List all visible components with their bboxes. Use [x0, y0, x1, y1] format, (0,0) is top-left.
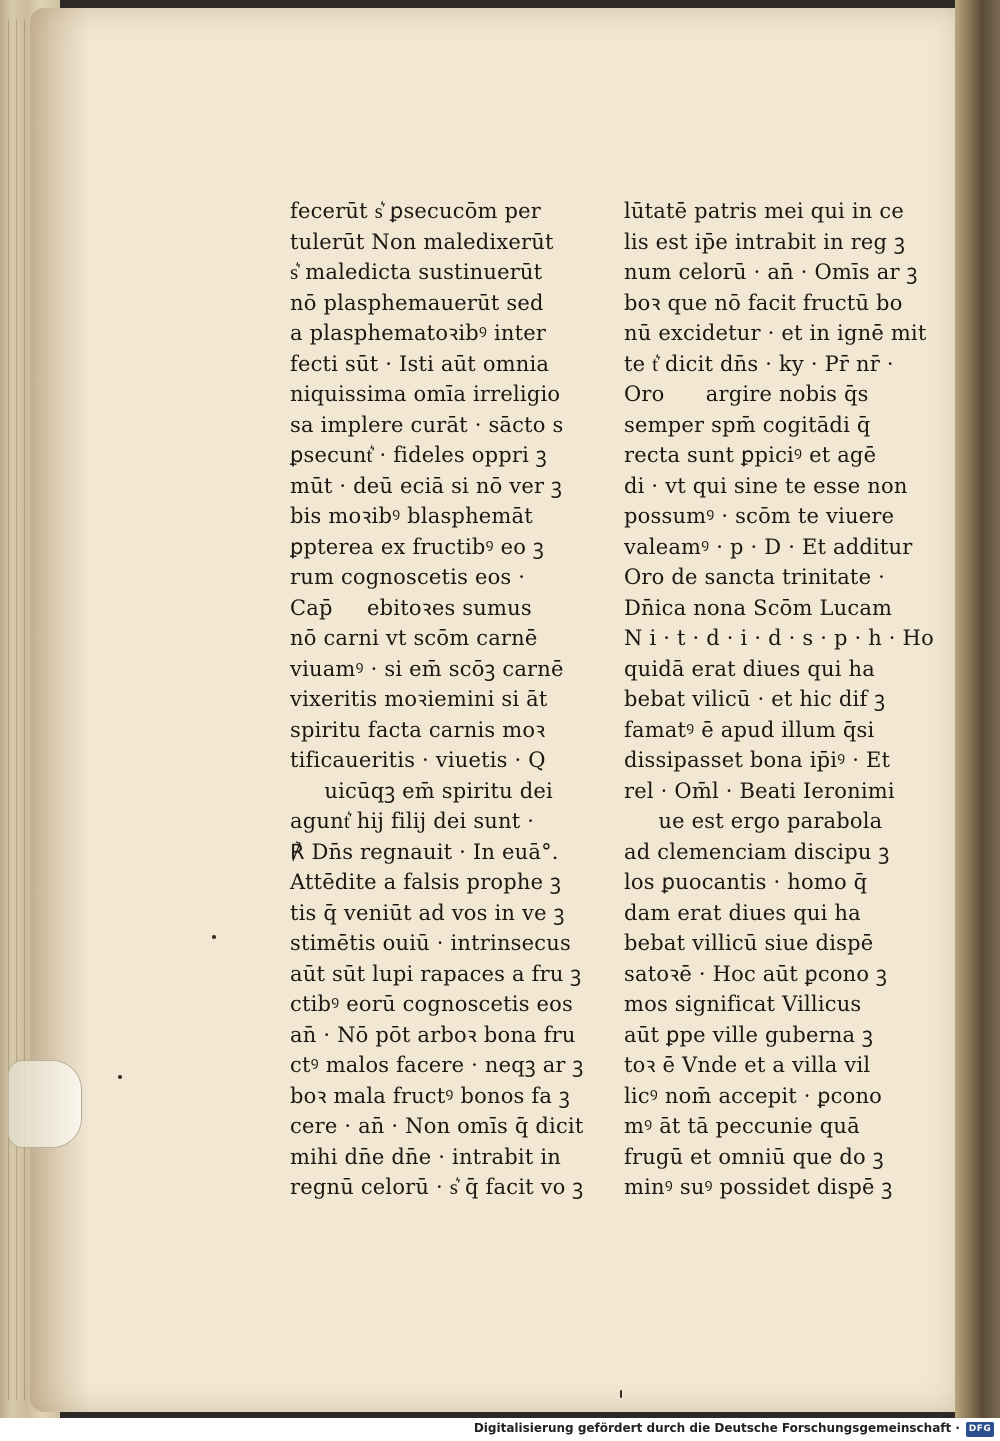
text-line: semper spm̄ cogitādi q̄: [624, 412, 871, 437]
text-line: fecerūt s͛ ꝑsecucōm per: [290, 199, 542, 223]
text-line: rel · Om̄l · Beati Ieronimi: [624, 778, 895, 803]
text-line: rum cognoscetis eos ·: [290, 565, 526, 589]
text-line: Attēdite a falsis prophe ꝫ: [290, 870, 562, 894]
text-line: aūt ꝑpe ville guberna ꝫ: [624, 1022, 874, 1047]
text-line: ctibꝰ eorū cognoscetis eos: [290, 992, 574, 1016]
text-line: cere · an̄ · Non omīs q̄ dicit: [290, 1114, 584, 1138]
text-line: mihi dn̄e dn̄e · intrabit in: [290, 1144, 561, 1169]
text-line: spiritu facta carnis moꝛ: [290, 717, 546, 742]
text-line: lūtatē patris mei qui in ce: [624, 199, 904, 223]
text-line: valeamꝰ · p · D · Et additur: [624, 534, 913, 559]
text-line: Oro de sancta trinitate ·: [624, 565, 885, 589]
text-line: satoꝛē · Hoc aūt ꝑcono ꝫ: [624, 961, 888, 986]
text-line: ꝑsecunt͛ · fideles oppri ꝫ: [290, 443, 547, 467]
text-line: s͛ maledicta sustinuerūt: [290, 260, 543, 284]
digitization-footer: [0, 1418, 1000, 1441]
text-line: los ꝑuocantis · homo q̄: [624, 870, 868, 894]
text-line: ue est ergo parabola: [624, 809, 883, 833]
text-line: nū excidetur · et in ignē mit: [624, 321, 927, 345]
text-line: lis est ip̄e intrabit in reg ꝫ: [624, 229, 906, 254]
page-clip: [8, 1060, 82, 1148]
text-line: N i · t · d · i · d · s · p · h · Ho: [624, 626, 934, 650]
text-line: a plasphematoꝛibꝰ inter: [290, 321, 547, 345]
text-line: minꝰ suꝰ possidet dispē ꝫ: [624, 1175, 893, 1199]
leaf-edge-line: [16, 20, 17, 1400]
text-line: di · vt qui sine te esse non: [624, 473, 908, 498]
text-line: tificaueritis · viuetis · Q: [290, 748, 546, 772]
text-line: uicūqꝫ em̄ spiritu dei: [290, 778, 553, 803]
text-line: Oro argire nobis q̄s: [624, 382, 869, 406]
text-line: niquissima omīa irreligio: [290, 382, 561, 406]
text-line: licꝰ nom̄ accepit · ꝑcono: [624, 1083, 883, 1108]
ink-speck: [212, 935, 216, 939]
funding-credit: Digitalisierung gefördert durch die Deutsche Forschungsgemeinschaft ·: [473, 1421, 960, 1435]
page-edge-shadow: [30, 8, 90, 1412]
ink-speck: [620, 1390, 622, 1398]
text-line: mꝰ āt tā peccunie quā: [624, 1114, 860, 1138]
text-line: ℟ Dn̄s regnauit · In euā°.: [290, 839, 559, 864]
text-line: bebat vilicū · et hic dif ꝫ: [624, 687, 886, 711]
binding-gutter: [955, 0, 1000, 1418]
text-line: famatꝰ ē apud illum q̄si: [624, 717, 875, 742]
text-line: dam erat diues qui ha: [624, 900, 861, 925]
text-line: tis q̄ veniūt ad vos in ve ꝫ: [290, 900, 565, 925]
text-line: toꝛ ē Vnde et a villa vil: [624, 1053, 871, 1077]
text-line: dissipasset bona ip̄iꝰ · Et: [624, 748, 891, 772]
text-line: num celorū · an̄ · Omīs ar ꝫ: [624, 260, 918, 284]
text-line: bis moꝛibꝰ blasphemāt: [290, 504, 533, 528]
ink-speck: [118, 1075, 122, 1079]
text-line: ꝑpterea ex fructibꝰ eo ꝫ: [290, 534, 544, 559]
text-line: te t͛ dicit dn̄s · ky · Pr̄ nr̄ ·: [624, 351, 894, 376]
text-line: agunt͛ hij filij dei sunt ·: [290, 809, 535, 833]
text-line: sa implere curāt · sācto s: [290, 412, 564, 437]
text-line: quidā erat diues qui ha: [624, 656, 875, 681]
text-line: nō plasphemauerūt sed: [290, 290, 544, 315]
text-line: aūt sūt lupi rapaces a fru ꝫ: [290, 961, 582, 986]
text-line: ctꝰ malos facere · neqꝫ ar ꝫ: [290, 1053, 584, 1077]
text-line: possumꝰ · scōm te viuere: [624, 504, 895, 528]
text-line: tulerūt Non maledixerūt: [290, 229, 554, 254]
text-line: bebat villicū siue dispē: [624, 931, 874, 955]
text-line: mūt · deū eciā si nō ver ꝫ: [290, 473, 563, 498]
text-line: Cap̄ ebitoꝛes sumus: [290, 595, 532, 620]
text-line: recta sunt ꝑpiciꝰ et agē: [624, 443, 877, 467]
text-line: vixeritis moꝛiemini si āt: [290, 687, 548, 711]
text-line: mos significat Villicus: [624, 992, 862, 1016]
text-line: boꝛ que nō facit fructū bo: [624, 290, 903, 315]
text-column-left: [290, 196, 590, 1203]
dfg-logo-icon: DFG: [966, 1422, 994, 1437]
text-line: Dn̄ica nona Scōm Lucam: [624, 595, 893, 620]
text-line: regnū celorū · s͛ q̄ facit vo ꝫ: [290, 1175, 584, 1199]
text-line: nō carni vt scōm carnē: [290, 626, 538, 650]
text-line: frugū et omniū que do ꝫ: [624, 1144, 884, 1169]
text-line: fecti sūt · Isti aūt omnia: [290, 351, 550, 376]
text-line: boꝛ mala fructꝰ bonos fa ꝫ: [290, 1083, 570, 1108]
leaf-edge-line: [24, 20, 25, 1400]
leaf-edge-line: [8, 20, 9, 1400]
text-column-right: [624, 196, 934, 1203]
text-line: an̄ · Nō pōt arboꝛ bona fru: [290, 1022, 576, 1047]
text-line: viuamꝰ · si em̄ scōꝫ carnē: [290, 656, 564, 681]
text-line: stimētis ouiū · intrinsecus: [290, 931, 571, 955]
text-line: ad clemenciam discipu ꝫ: [624, 839, 890, 864]
